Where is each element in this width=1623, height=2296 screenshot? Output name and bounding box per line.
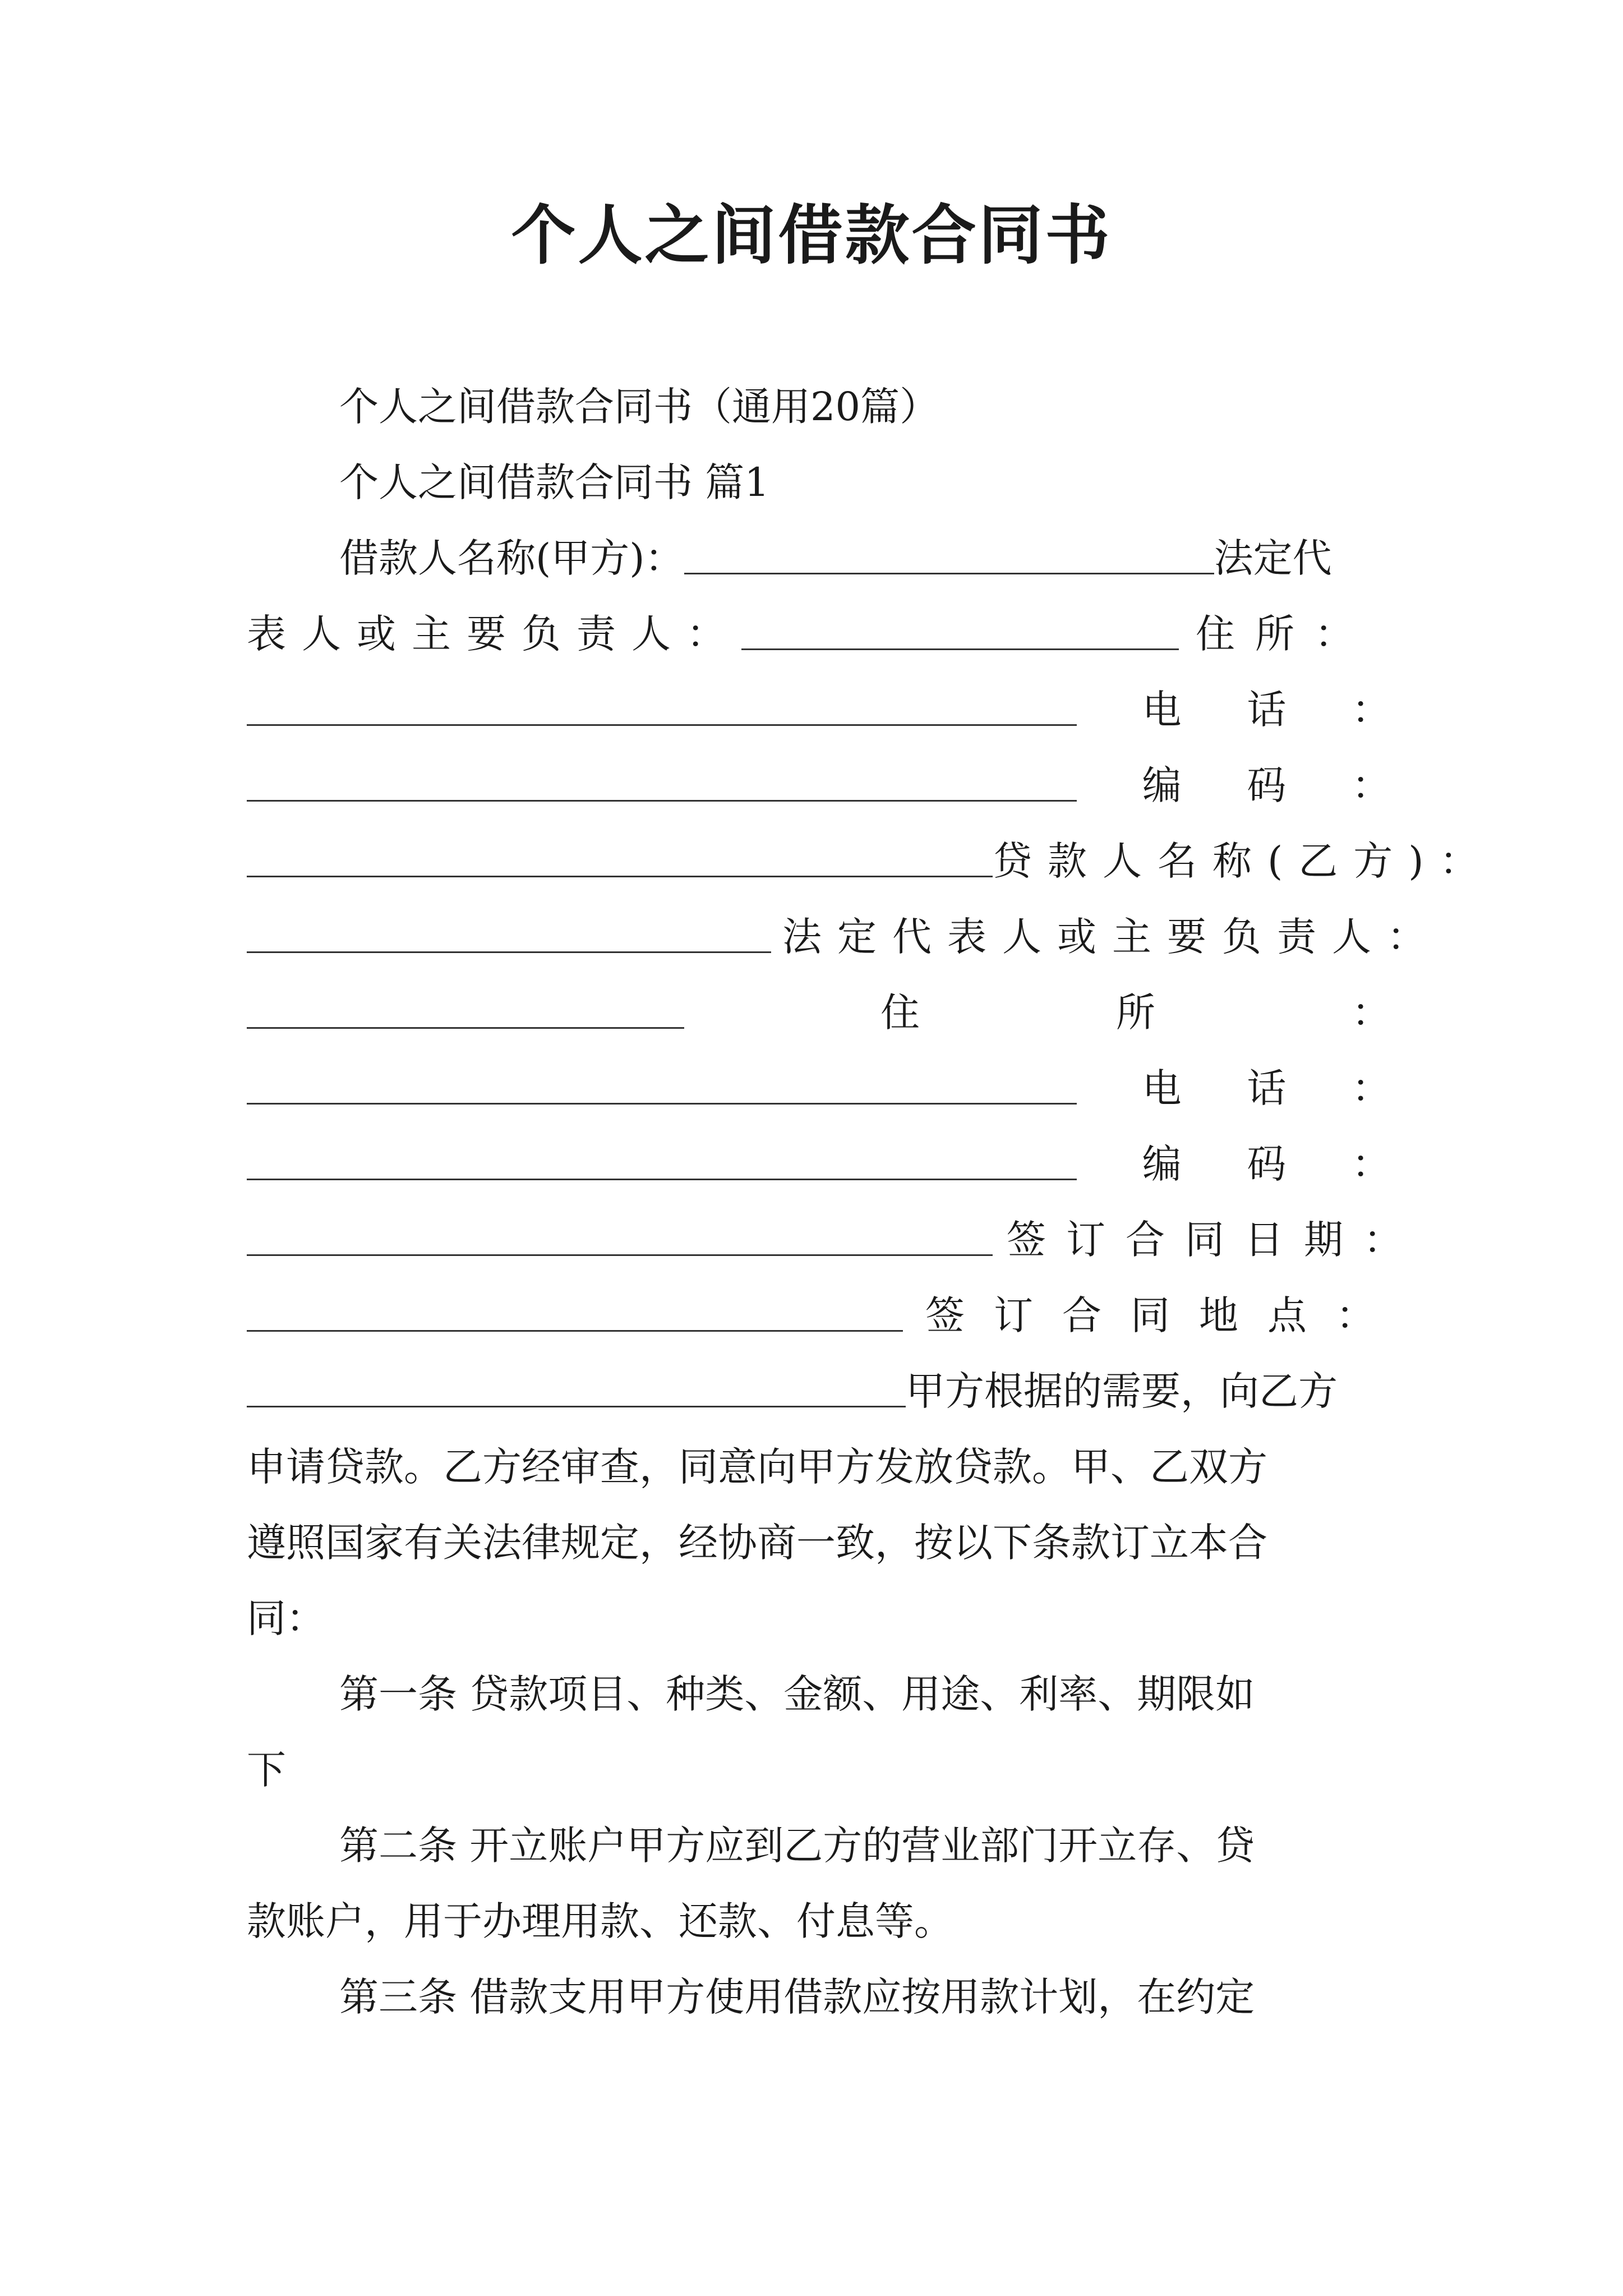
lender-name-line: [247, 827, 1495, 895]
article-1-line-2: 下: [247, 1747, 286, 1793]
lender-name-label: 贷款人名称(乙方)：: [993, 838, 1495, 884]
sign-place-blank[interactable]: [247, 1358, 906, 1407]
code-a-label-2: 码: [1247, 762, 1287, 808]
phone-a-label-1: 电: [1142, 687, 1182, 733]
legal-rep-a-label: 表人或主要负责人：: [247, 611, 741, 657]
phone-a-colon: ：: [1351, 687, 1391, 733]
code-b-blank[interactable]: [247, 1206, 993, 1256]
code-b-label-2: 码: [1247, 1141, 1287, 1187]
phone-b-colon: ：: [1351, 1065, 1391, 1111]
code-a-line: [247, 752, 1391, 819]
legal-rep-a-line: [247, 600, 1391, 668]
phone-b-label-2: 话: [1247, 1065, 1287, 1111]
borrower-name-line: [247, 524, 1391, 592]
legal-rep-b-label: 法定代表人或主要负责人：: [782, 914, 1442, 960]
section-heading: 个人之间借款合同书 篇1: [339, 459, 769, 505]
article-2-line-2: 款账户，用于办理用款、还款、付息等。: [247, 1898, 953, 1944]
article-1-line-1: 第一条 贷款项目、种类、金额、用途、利率、期限如: [339, 1671, 1255, 1717]
address-b-line: [247, 979, 1391, 1046]
paragraph-1-line-2: 申请贷款。乙方经审查，同意向甲方发放贷款。甲、乙双方: [247, 1444, 1267, 1490]
code-b-colon: ：: [1351, 1141, 1391, 1187]
sign-date-blank[interactable]: [247, 1282, 903, 1332]
address-b-blank[interactable]: [247, 1055, 1077, 1105]
legal-rep-label-start: 法定代: [1214, 535, 1332, 581]
phone-b-line: [247, 1055, 1391, 1122]
code-a-blank[interactable]: [247, 827, 993, 877]
code-b-label-1: 编: [1142, 1141, 1182, 1187]
article-3-line-1: 第三条 借款支用甲方使用借款应按用款计划，在约定: [339, 1974, 1255, 2020]
legal-rep-b-line: [247, 903, 1442, 970]
phone-b-label-1: 电: [1142, 1065, 1182, 1111]
paragraph-1-line-1: [247, 1358, 1391, 1425]
sign-date-line: [247, 1206, 1423, 1273]
document-subtitle: 个人之间借款合同书（通用20篇）: [339, 384, 939, 430]
phone-b-blank[interactable]: [247, 1130, 1077, 1180]
code-b-line: [247, 1130, 1391, 1198]
document-title: 个人之间借款合同书: [511, 197, 1112, 273]
address-b-label-1: 住: [880, 990, 920, 1036]
sign-place-label: 签订合同地点：: [925, 1292, 1404, 1338]
sign-place-line: [247, 1282, 1404, 1349]
phone-a-label-2: 话: [1247, 687, 1287, 733]
legal-rep-a-blank[interactable]: [741, 600, 1179, 650]
code-a-label-1: 编: [1142, 762, 1182, 808]
sign-date-label: 签订合同日期：: [1007, 1217, 1423, 1263]
address-b-colon: ：: [1352, 990, 1391, 1036]
phone-a-blank[interactable]: [247, 752, 1077, 802]
paragraph-1-text-a: 甲方根据的需要，向乙方: [906, 1368, 1338, 1414]
address-a-blank[interactable]: [247, 676, 1077, 726]
address-b-label-2: 所: [1116, 990, 1155, 1036]
legal-rep-b-blank[interactable]: [247, 979, 684, 1029]
borrower-name-blank[interactable]: [684, 524, 1214, 574]
phone-a-line: [247, 676, 1391, 743]
address-a-label: 住所：: [1196, 611, 1374, 657]
borrower-name-label: 借款人名称(甲方)：: [339, 535, 684, 581]
paragraph-1-line-4: 同：: [247, 1595, 325, 1641]
lender-name-blank[interactable]: [247, 903, 771, 953]
paragraph-1-line-3: 遵照国家有关法律规定，经协商一致，按以下条款订立本合: [247, 1520, 1267, 1566]
article-2-line-1: 第二条 开立账户甲方应到乙方的营业部门开立存、贷: [339, 1823, 1255, 1869]
code-a-colon: ：: [1351, 762, 1391, 808]
